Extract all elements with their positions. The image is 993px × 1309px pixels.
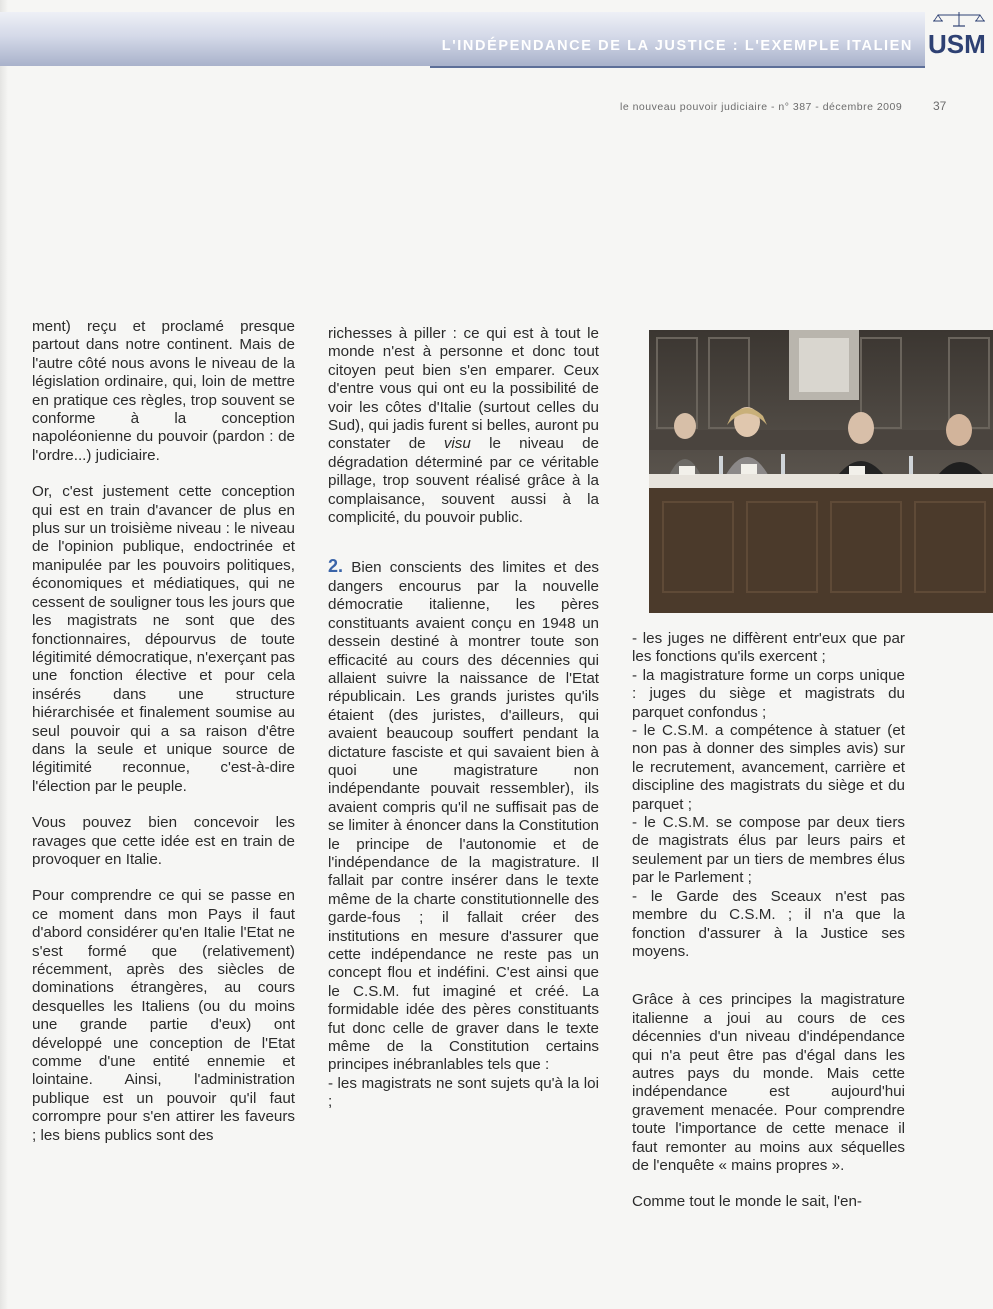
list-item: - les juges ne diffèrent entr'eux que par les fonctions qu'ils exercent ; <box>632 630 905 666</box>
paragraph: Grâce à ces principes la magistrature italienne a joui au cours de ces décennies d'un niveau d'indépendance qui n'a peut être pas d'égal dans les autres pays du monde. Mais cette indépendance est aujourd'hui gravement menacée. Pour comprendre toute l'importance de cette menace il faut remonter au moins aux séquelles de l'enquête « mains propres ». <box>632 991 905 1174</box>
column-2 <box>328 325 599 1130</box>
conference-photo <box>649 330 993 613</box>
list-item: - les magistrats ne sont sujets qu'à la loi ; <box>328 1074 599 1111</box>
list-item: - le Garde des Sceaux n'est pas membre du C.S.M. ; il n'a que la fonction d'assurer à la Justice ses moyens. <box>632 887 905 960</box>
paragraph: Pour comprendre ce qui se passe en ce moment dans mon Pays il faut d'abord considérer qu'en Italie l'Etat ne s'est formé que (relativement) récemment, après des siècles de dominations étrangères, au cours desquelles les Italiens (ou du moins une grande partie d'eux) ont développé une conception de l'Etat comme d'une entité ennemie et lointaine. Ainsi, l'administration publique est un pouvoir qu'il faut corrompre pour s'en attirer les faveurs ; les biens publics sont des <box>32 887 295 1144</box>
logo-tagline <box>928 60 993 64</box>
usm-logo <box>926 10 993 70</box>
list-item: - le C.S.M. a compétence à statuer (et non pas à donner des simples avis) sur le recrutement, avancement, carrière et discipline des magistrats du siège et du parquet ; <box>632 722 905 813</box>
logo-text: USM <box>928 29 986 59</box>
list-item: - la magistrature forme un corps unique : juges du siège et magistrats du parquet confondus ; <box>632 666 905 721</box>
paragraph: Comme tout le monde le sait, l'en- <box>632 1193 862 1211</box>
page-number: 37 <box>933 99 947 113</box>
paragraph: Or, c'est justement cette conception qui est en train d'avancer de plus en plus sur un troisième niveau : le niveau de l'opinion publique, endoctrinée et manipulée par les pouvoirs politiques, économiques et médiatiques, qui ne cessent de souligner tous les jours que les magistrats ne sont que des fonctionnaires, dépourvus de toute légitimité démocratique, n'exerçant pas une fonction élective et pour cela insérés dans une structure hiérarchisée et finalement soumise au seul pouvoir qui a sa raison d'être dans la seule et unique source de légitimité reconnue, c'est-à-dire l'élection par le peuple. <box>32 483 295 795</box>
page-edge <box>0 0 8 1309</box>
header-title: L'INDÉPENDANCE DE LA JUSTICE : L'EXEMPLE ITALIEN <box>441 38 913 54</box>
header-rule <box>430 66 925 68</box>
scales-of-justice-icon <box>930 10 988 28</box>
text-run: Bien conscients des limites et des dangers encourus par la nouvelle démocratie italienne, les pères constituants avaient conçu en 1948 un dessein destiné à montrer toute son efficacité au cours des décennies qui allaient suivre la naissance de l'Etat républicain. Les grands juristes qu'ils étaient (des juristes, d'ailleurs, qui avaient beaucoup souffert pendant la dictature fasciste et qui savaient bien à quoi une magistrature non indépendante pouvait ressembler), ils avaient compris qu'il ne suffisait pas de se limiter à énoncer dans la Constitution le principe de l'autonomie et de l'indépendance de la magistrature. Il fallait par contre insérer dans le texte même de la charte constitutionnelle des garde-fous ; il fallait créer des institutions en mesure d'assurer que cette indépendance ne reste pas un concept flou et indéfini. C'est ainsi que le C.S.M. fut imaginé et créé. La formidable idée des pères constituants fut donc celle de graver dans le texte même de la Constitution certains principes inébranlables tels que : <box>328 559 599 1074</box>
text-run: le niveau de dégradation déterminé par ce véritable pillage, trop souvent réalisé grâce à la complaisance, souvent aussi à la complicité, du pouvoir public. <box>328 435 599 527</box>
section-number: 2. <box>328 556 344 577</box>
paragraph <box>328 325 599 527</box>
paragraph <box>328 557 599 1074</box>
paragraph: ment) reçu et proclamé presque partout dans notre continent. Mais de l'autre côté nous avons le niveau de la législation ordinaire, qui, loin de mettre en pratique ces règles, trop souvent se conforme à la conception napoléonienne du pouvoir (pardon : de l'ordre...) judiciaire. <box>32 318 295 464</box>
list-item: - le C.S.M. se compose par deux tiers de magistrats élus par leurs pairs et seulement par un tiers de membres élus par le Parlement ; <box>632 814 905 887</box>
column-3 <box>632 630 905 1230</box>
paragraph: Vous pouvez bien concevoir les ravages que cette idée est en train de provoquer en Italie. <box>32 814 295 868</box>
text-run: richesses à piller : ce qui est à tout le monde n'est à personne et donc tout citoyen peut bien s'en emparer. Ceux d'entre vous qui ont eu la possibilité de voir les côtes d'Italie (surtout celles du Sud), qui jadis furent si belles, auront pu constater de <box>328 325 600 453</box>
column-1 <box>32 318 295 1163</box>
emphasis: visu <box>443 435 471 453</box>
header-band <box>0 12 925 66</box>
issue-line: le nouveau pouvoir judiciaire - n° 387 - décembre 2009 <box>620 101 903 113</box>
